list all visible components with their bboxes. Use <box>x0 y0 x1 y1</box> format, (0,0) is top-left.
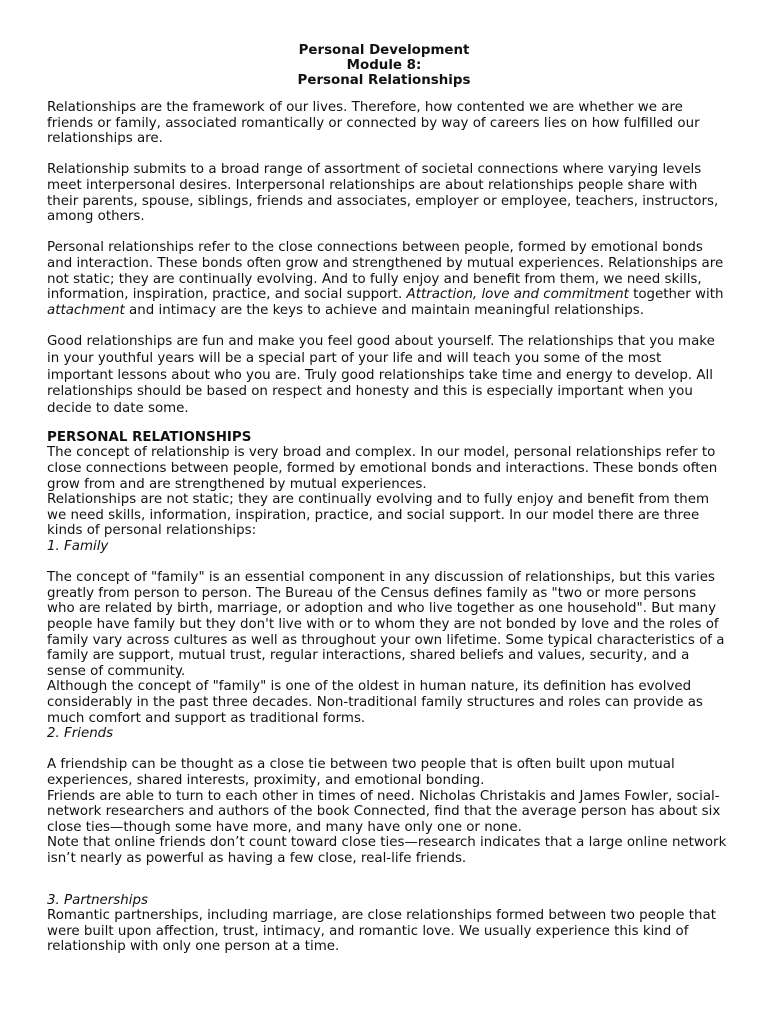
friends-heading: 2. Friends <box>47 726 114 742</box>
title-course: Personal Development <box>298 43 470 58</box>
intro-p3-text-a: Personal relationships refer to the close connections between people, formed by emotional bonds and interaction. These bonds often grow and strengthened by mutual experiences. Relationships are not static; they are continually evolving. And to fully enjoy and benefit from them, we need skills, information, inspiration, practice, and social support. <box>47 240 724 303</box>
family-paragraph-1: The concept of "family" is an essential component in any discussion of relationships, but this varies greatly from person to person. The Bureau of the Census defines family as "two or more persons who are related by birth, marriage, or adoption and who live together as one household". But many people have family but they don't live with or to whom they are not bonded by love and the roles of family vary across cultures as well as throughout your own lifetime. Some typical characteristics of a family are support, mutual trust, regular interactions, shared beliefs and values, security, and a sense of community. <box>47 570 725 679</box>
partnerships-paragraph-1: Romantic partnerships, including marriage, are close relationships formed between two people that were built upon affection, trust, intimacy, and romantic love. We usually experience this kind of relationship with only one person at a time. <box>47 908 716 955</box>
title-topic: Personal Relationships <box>297 73 471 88</box>
intro-p3-text-c: together with <box>628 287 724 303</box>
family-heading: 1. Family <box>47 539 109 555</box>
intro-p3-italic-attachment: attachment <box>47 302 125 318</box>
title-module: Module 8: <box>346 58 422 73</box>
friends-paragraph-2: Friends are able to turn to each other in times of need. Nicholas Christakis and James Fowler, social-network researchers and authors of the book Connected, find that the average person has about six close ties—though some have more, and many have only one or none. <box>47 788 721 835</box>
intro-p3-text-e: and intimacy are the keys to achieve and maintain meaningful relationships. <box>124 302 645 318</box>
intro-p3-italic-attraction: Attraction, love and commitment <box>406 287 629 303</box>
partnerships-heading: 3. Partnerships <box>47 892 148 908</box>
section-paragraph-1: The concept of relationship is very broad and complex. In our model, personal relationships refer to close connections between people, formed by emotional bonds and interactions. These bonds often grow from and are strengthened by mutual experiences. <box>47 445 718 492</box>
document-body <box>47 100 727 955</box>
section-heading: PERSONAL RELATIONSHIPS <box>47 429 252 445</box>
friends-paragraph-3: Note that online friends don’t count toward close ties—research indicates that a large online network isn’t nearly as powerful as having a few close, real-life friends. <box>47 835 727 866</box>
intro-paragraph-2: Relationship submits to a broad range of assortment of societal connections where varying levels meet interpersonal desires. Interpersonal relationships are about relationships people share with their parents, spouse, siblings, friends and associates, employer or employee, teachers, instructors, among others. <box>47 162 719 225</box>
family-paragraph-2: Although the concept of "family" is one of the oldest in human nature, its definition has evolved considerably in the past three decades. Non-traditional family structures and roles can provide as much comfort and support as traditional forms. <box>47 679 703 726</box>
section-paragraph-2: Relationships are not static; they are continually evolving and to fully enjoy and benefit from them we need skills, information, inspiration, practice, and social support. In our model there are three kinds of personal relationships: <box>47 492 709 539</box>
document-title <box>0 43 768 88</box>
friends-paragraph-1: A friendship can be thought as a close tie between two people that is often built upon mutual experiences, shared interests, proximity, and emotional bonding. <box>47 757 675 788</box>
intro-paragraph-3 <box>47 240 727 318</box>
intro-paragraph-4: Good relationships are fun and make you feel good about yourself. The relationships that you make in your youthful years will be a special part of your life and will teach you some of the most important lessons about who you are. Truly good relationships take time and energy to develop. All relationships should be based on respect and honesty and this is especially important when you decide to date some. <box>47 333 715 417</box>
intro-paragraph-1: Relationships are the framework of our lives. Therefore, how contented we are whether we are friends or family, associated romantically or connected by way of careers lies on how fulfilled our relationships are. <box>47 100 700 147</box>
